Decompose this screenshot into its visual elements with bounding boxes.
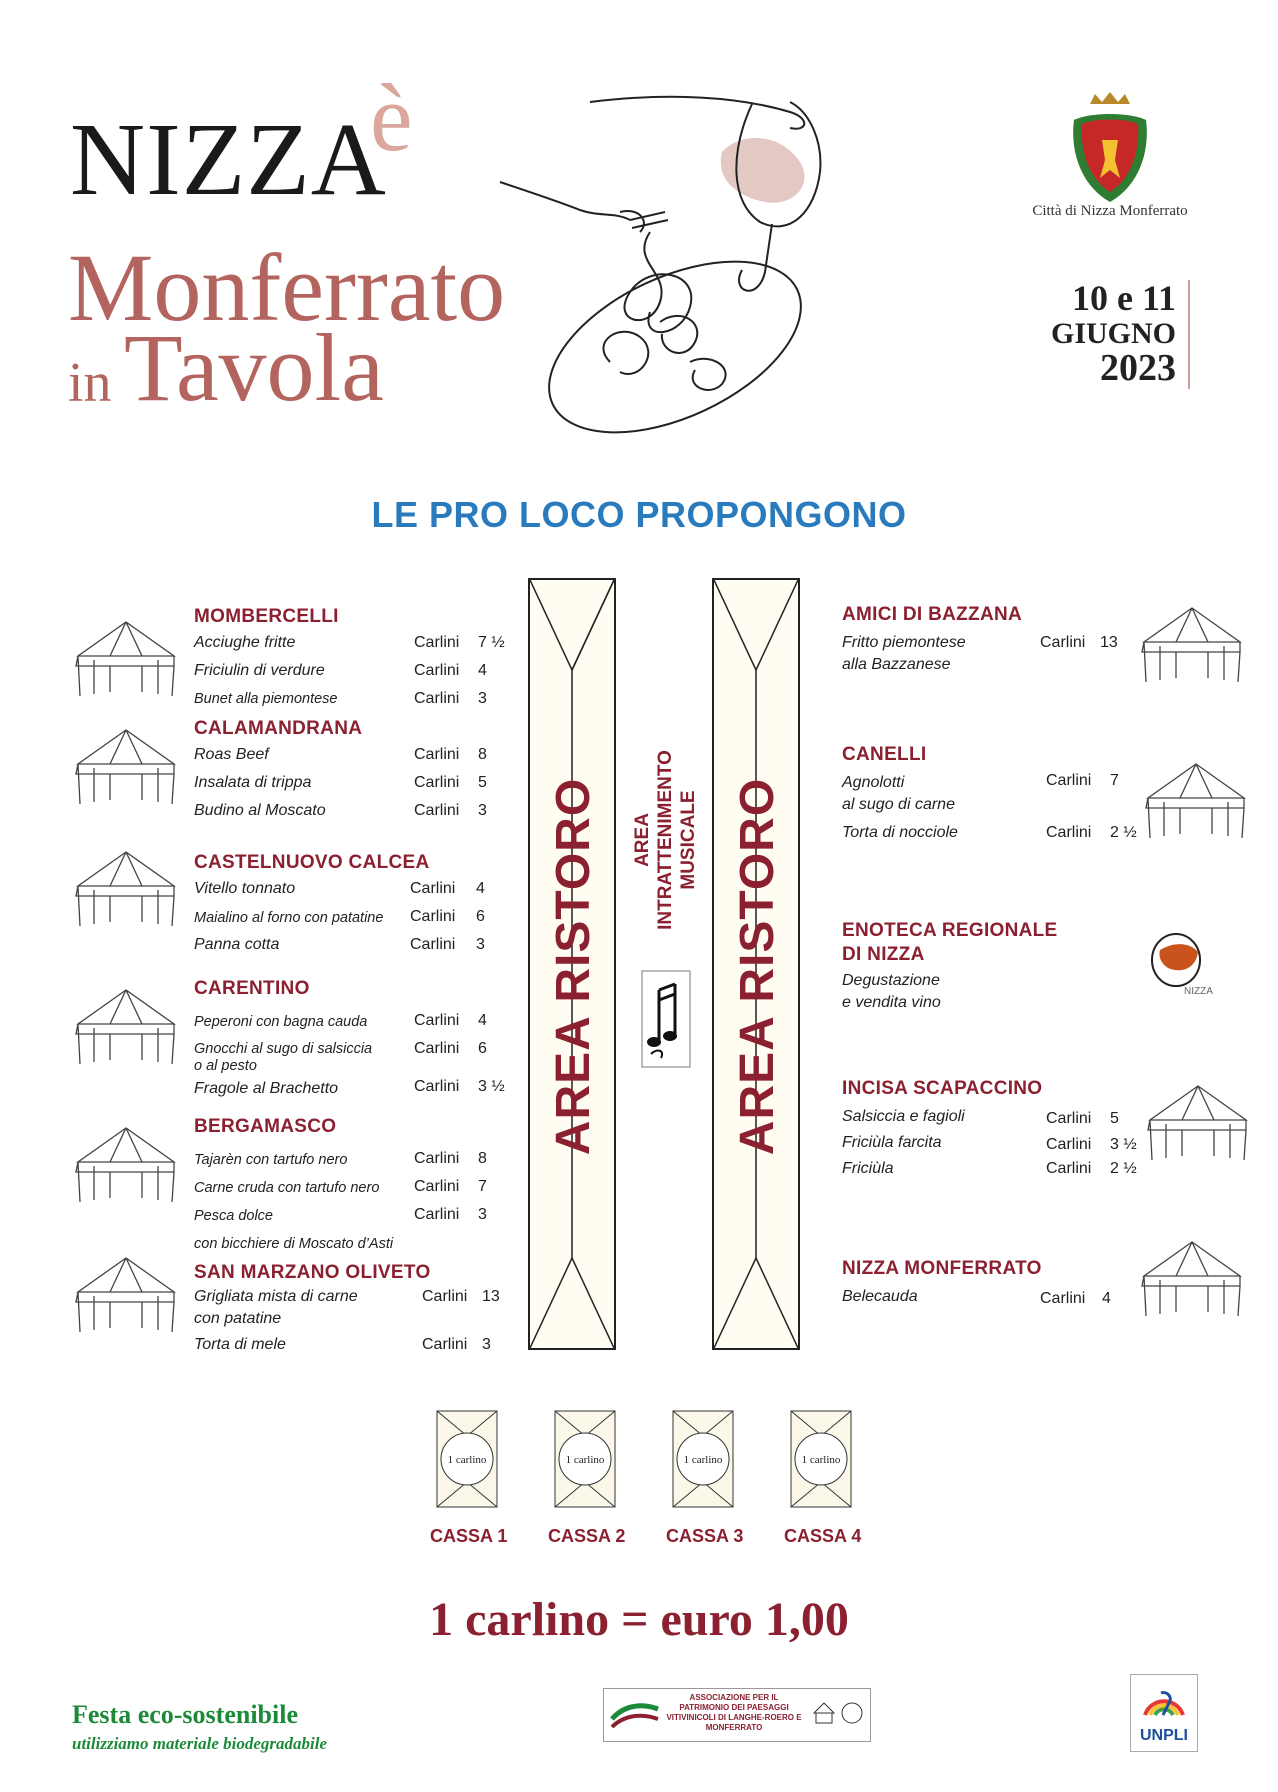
menu-unit: Carlini [414, 1040, 460, 1057]
title-nizza: NIZZA [70, 102, 387, 217]
area-ristoro-label-left: AREA RISTORO [547, 777, 601, 1155]
stand-castelnuovo-calcea: CASTELNUOVO CALCEA [194, 852, 430, 873]
menu-price: 7 ½ [478, 634, 505, 651]
stand-calamandrana: CALAMANDRANA [194, 718, 363, 739]
menu-dish-line2: con patatine [194, 1310, 282, 1327]
music-note-icon [641, 970, 691, 1068]
tent-icon [1142, 1084, 1254, 1164]
stand-amici-di-bazzana: AMICI DI BAZZANA [842, 604, 1023, 625]
association-logo [603, 1688, 871, 1742]
menu-price: 3 [478, 802, 487, 819]
menu-price: 7 [1110, 772, 1119, 789]
menu-dish: Roas Beef [194, 746, 269, 763]
stand-carentino: CARENTINO [194, 978, 310, 999]
tent-icon [70, 620, 182, 700]
menu-dish: Pesca dolce [194, 1208, 273, 1224]
city-caption: Città di Nizza Monferrato [1032, 203, 1188, 219]
menu-unit: Carlini [414, 662, 460, 679]
tent-icon [1140, 762, 1252, 842]
menu-unit: Carlini [410, 936, 456, 953]
menu-price: 5 [1110, 1110, 1119, 1127]
menu-dish: Degustazione [842, 972, 940, 989]
music-area-label [624, 740, 714, 940]
menu-price: 2 ½ [1110, 1160, 1137, 1177]
cassa-4-label: CASSA 4 [784, 1526, 862, 1546]
tent-icon [70, 850, 182, 930]
tent-icon [70, 728, 182, 808]
menu-unit: Carlini [1046, 772, 1092, 789]
tent-icon [1136, 606, 1248, 686]
music-line-3: MUSICALE [678, 790, 699, 890]
menu-dish: Budino al Moscato [194, 802, 326, 819]
section-heading: LE PRO LOCO PROPONGONO [371, 494, 907, 535]
menu-unit: Carlini [414, 634, 460, 651]
menu-dish: Peperoni con bagna cauda [194, 1014, 368, 1030]
menu-price: 3 [476, 936, 485, 953]
menu-dish: Panna cotta [194, 936, 280, 953]
menu-unit: Carlini [1040, 1290, 1086, 1307]
carlino-coin-icon [436, 1410, 498, 1508]
stand-san-marzano-oliveto: SAN MARZANO OLIVETO [194, 1262, 431, 1283]
menu-unit: Carlini [414, 1012, 460, 1029]
date-month: GIUGNO [1050, 316, 1176, 350]
menu-dish: Gnocchi al sugo di salsiccia [194, 1041, 373, 1057]
area-ristoro-label-right: AREA RISTORO [731, 777, 785, 1155]
menu-dish: Carne cruda con tartufo nero [194, 1180, 380, 1196]
date-days: 10 e 11 [1072, 278, 1176, 318]
exchange-rate: 1 carlino = euro 1,00 [429, 1593, 849, 1646]
area-ristoro-left [528, 578, 616, 1350]
menu-price: 6 [478, 1040, 487, 1057]
menu-dish-line2: al sugo di carne [842, 796, 955, 813]
menu-price: 4 [1102, 1290, 1111, 1307]
eco-title: Festa eco-sostenibile [72, 1700, 299, 1729]
menu-unit: Carlini [414, 802, 460, 819]
menu-price: 3 ½ [1110, 1136, 1137, 1153]
carlino-coin-icon [554, 1410, 616, 1508]
menu-unit: Carlini [414, 746, 460, 763]
coin-text: 1 carlino [447, 1454, 487, 1466]
unpli-text: UNPLI [1140, 1727, 1188, 1744]
music-line-1: AREA [632, 813, 653, 867]
menu-price: 5 [478, 774, 487, 791]
stand-canelli: CANELLI [842, 744, 927, 765]
menu-dish: Friciùla farcita [842, 1134, 942, 1151]
vineyard-icon [610, 1697, 660, 1733]
menu-price: 8 [478, 746, 487, 763]
menu-dish: Bunet alla piemontese [194, 691, 338, 707]
menu-dish: Fritto piemontese [842, 634, 966, 651]
cassa-3-label: CASSA 3 [666, 1526, 744, 1546]
menu-unit: Carlini [414, 1078, 460, 1095]
menu-dish: Torta di mele [194, 1336, 286, 1353]
carlino-coin-icon [790, 1410, 852, 1508]
menu-price: 3 [478, 1206, 487, 1223]
menu-dish: Belecauda [842, 1288, 918, 1305]
menu-dish: Maialino al forno con patatine [194, 910, 384, 926]
coin-text: 1 carlino [565, 1454, 605, 1466]
menu-unit: Carlini [1046, 824, 1092, 841]
menu-dish-line2: o al pesto [194, 1058, 257, 1074]
menu-dish: Friciùla [842, 1160, 894, 1177]
enoteca-logo-text: NIZZA [1184, 986, 1213, 997]
cassa-2-label: CASSA 2 [548, 1526, 626, 1546]
unpli-logo [1130, 1674, 1198, 1752]
event-date [1051, 280, 1190, 389]
menu-unit: Carlini [414, 774, 460, 791]
menu-price: 2 ½ [1110, 824, 1137, 841]
title-accent: è [370, 64, 413, 171]
stand-name: MOMBERCELLI [194, 606, 339, 627]
tent-icon [70, 1126, 182, 1206]
menu-unit: Carlini [414, 1206, 460, 1223]
eco-subtitle: utilizziamo materiale biodegradabile [72, 1734, 327, 1753]
stand-mombercelli [194, 606, 339, 628]
menu-unit: Carlini [414, 1178, 460, 1195]
coin-text: 1 carlino [801, 1454, 841, 1466]
association-text: ASSOCIAZIONE PER IL PATRIMONIO DEI PAESAGGI VITIVINICOLI DI LANGHE-ROERO E MONFERRATO [666, 1693, 802, 1732]
stand-enoteca-regionale-line2: DI NIZZA [842, 944, 925, 965]
menu-price: 3 [482, 1336, 491, 1353]
menu-price: 3 [478, 690, 487, 707]
menu-unit: Carlini [410, 908, 456, 925]
title-in: in [68, 352, 112, 414]
tent-icon [70, 988, 182, 1068]
date-year: 2023 [1100, 347, 1176, 390]
music-line-2: INTRATTENIMENTO [655, 750, 676, 930]
stand-incisa-scapaccino: INCISA SCAPACCINO [842, 1078, 1043, 1099]
menu-price: 4 [478, 662, 487, 679]
menu-unit: Carlini [1046, 1136, 1092, 1153]
menu-dish: Insalata di trippa [194, 774, 312, 791]
carlino-coin-icon [672, 1410, 734, 1508]
menu-dish: Agnolotti [842, 774, 905, 791]
menu-dish: Acciughe fritte [194, 634, 296, 651]
area-ristoro-right [712, 578, 800, 1350]
menu-price: 8 [478, 1150, 487, 1167]
menu-dish: Tajarèn con tartufo nero [194, 1152, 348, 1168]
enoteca-logo-icon [1146, 928, 1224, 998]
menu-dish: Salsiccia e fagioli [842, 1108, 965, 1125]
menu-dish: Friciulin di verdure [194, 662, 325, 679]
wine-fork-plate-illustration [490, 92, 870, 437]
menu-dish: Grigliata mista di carne [194, 1288, 358, 1305]
menu-price: 7 [478, 1178, 487, 1195]
unesco-icon [810, 1699, 866, 1729]
stand-nizza-monferrato: NIZZA MONFERRATO [842, 1258, 1042, 1279]
menu-unit: Carlini [422, 1288, 468, 1305]
menu-price: 4 [478, 1012, 487, 1029]
menu-dish: Torta di nocciole [842, 824, 958, 841]
rainbow-icon [1139, 1681, 1189, 1721]
menu-unit: Carlini [410, 880, 456, 897]
menu-unit: Carlini [1040, 634, 1086, 651]
menu-unit: Carlini [1046, 1110, 1092, 1127]
cassa-1-label: CASSA 1 [430, 1526, 508, 1546]
city-crest-icon [1060, 90, 1160, 210]
menu-unit: Carlini [422, 1336, 468, 1353]
menu-dish: Fragole al Brachetto [194, 1080, 339, 1097]
tent-icon [70, 1256, 182, 1336]
menu-price: 13 [1100, 634, 1118, 651]
menu-unit: Carlini [414, 690, 460, 707]
menu-price: 6 [476, 908, 485, 925]
menu-dish-line2: alla Bazzanese [842, 656, 951, 673]
menu-note: con bicchiere di Moscato d’Asti [194, 1236, 394, 1252]
menu-price: 3 ½ [478, 1078, 505, 1095]
menu-dish: Vitello tonnato [194, 880, 296, 897]
menu-price: 13 [482, 1288, 500, 1305]
coin-text: 1 carlino [683, 1454, 723, 1466]
menu-price: 4 [476, 880, 485, 897]
menu-unit: Carlini [414, 1150, 460, 1167]
title-tavola: Tavola [124, 314, 384, 421]
stand-enoteca-regionale: ENOTECA REGIONALE [842, 920, 1058, 941]
stand-bergamasco: BERGAMASCO [194, 1116, 337, 1137]
tent-icon [1136, 1240, 1248, 1320]
menu-unit: Carlini [1046, 1160, 1092, 1177]
title-monferrato: Monferrato [68, 234, 506, 341]
menu-dish-line2: e vendita vino [842, 994, 941, 1011]
